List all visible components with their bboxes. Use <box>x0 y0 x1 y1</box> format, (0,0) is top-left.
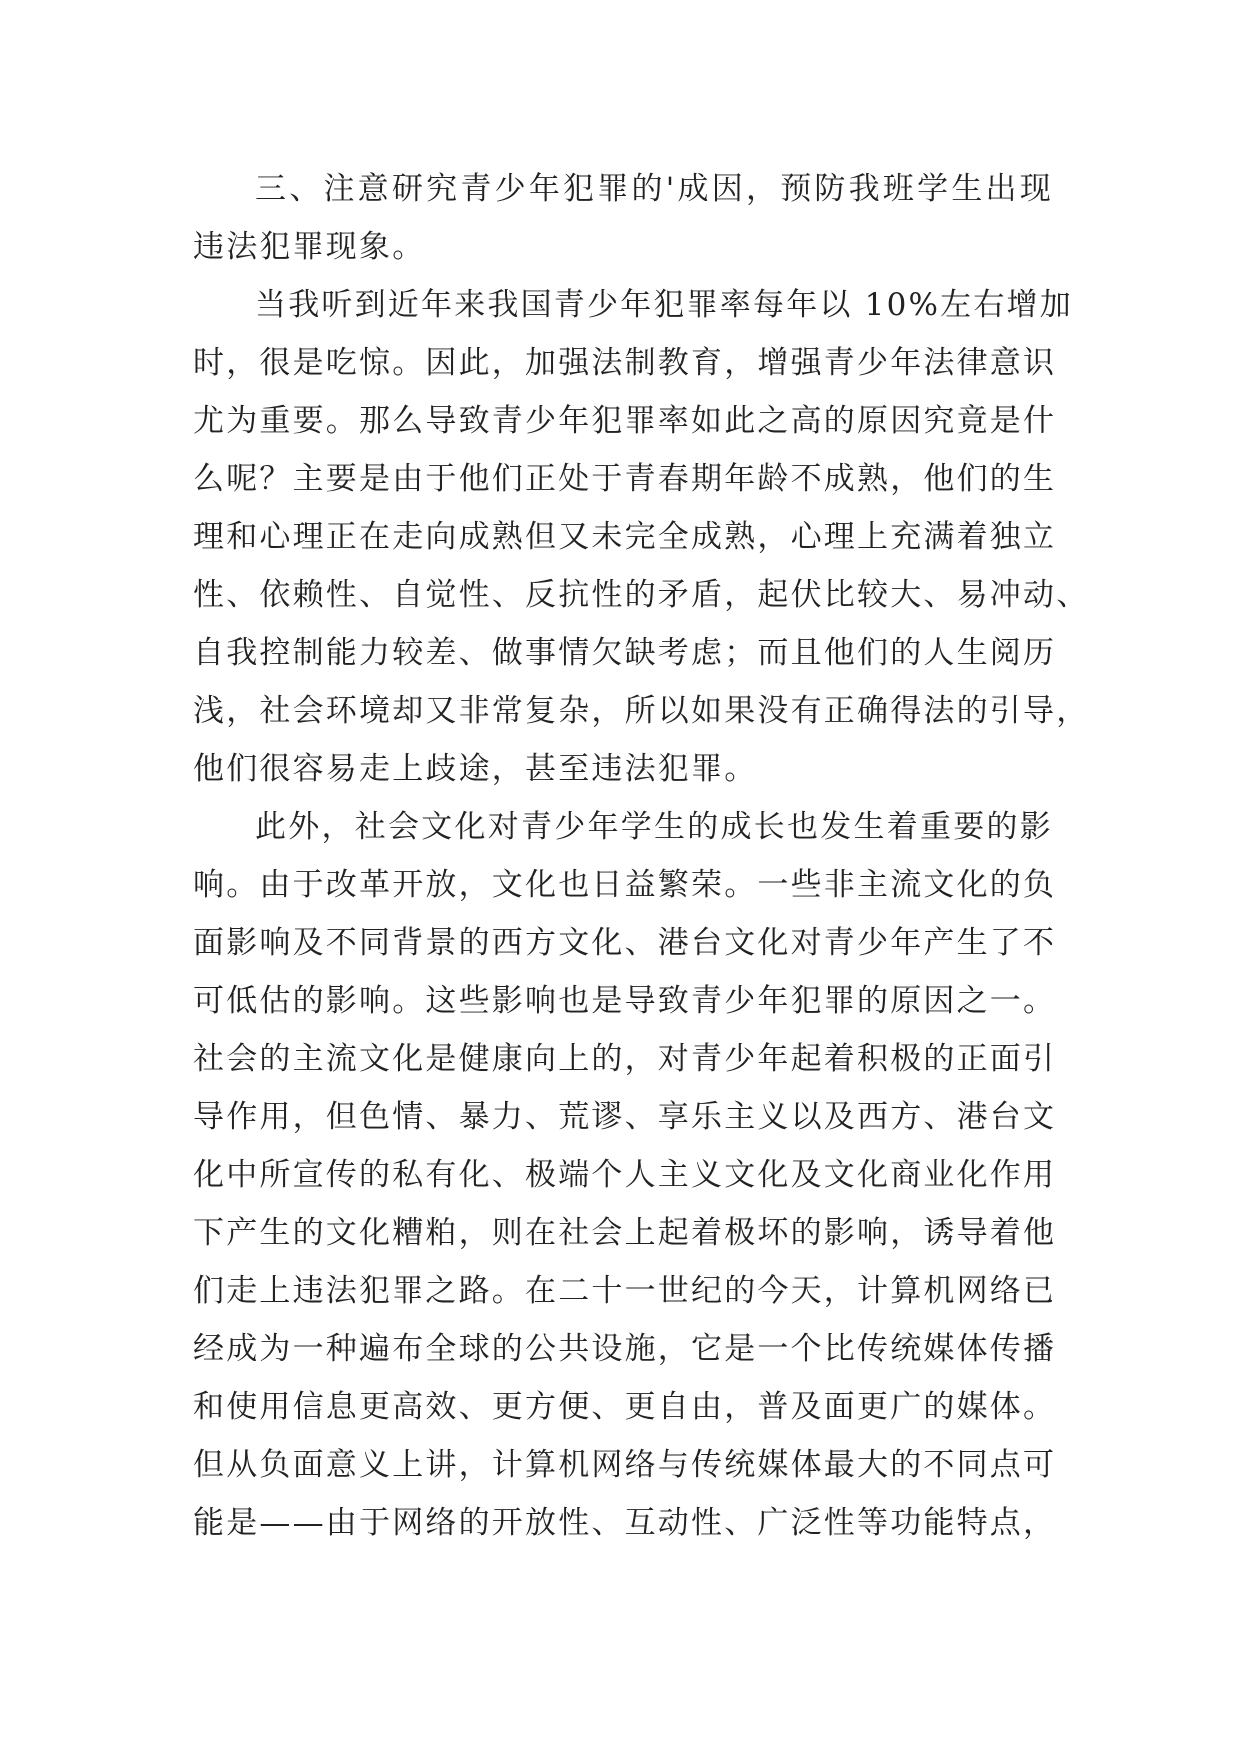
paragraph-line: 化中所宣传的私有化、极端个人主义文化及文化商业化作用 <box>193 1157 1057 1193</box>
paragraph-crime-rate <box>193 276 1090 798</box>
paragraph-line: 面影响及不同背景的西方文化、港台文化对青少年产生了不 <box>193 925 1057 961</box>
paragraph-line: 可低估的影响。这些影响也是导致青少年犯罪的原因之一。 <box>193 983 1057 1019</box>
paragraph-line: 下产生的文化糟粕，则在社会上起着极坏的影响，诱导着他 <box>193 1215 1057 1251</box>
paragraph-line: 理和心理正在走向成熟但又未完全成熟，心理上充满着独立 <box>193 519 1057 555</box>
document-body <box>193 160 1090 1552</box>
paragraph-line: 当我听到近年来我国青少年犯罪率每年以 10%左右增加 <box>255 287 1073 323</box>
paragraph-line: 能是——由于网络的开放性、互动性、广泛性等功能特点， <box>193 1505 1057 1541</box>
paragraph-line: 经成为一种遍布全球的公共设施，它是一个比传统媒体传播 <box>193 1331 1057 1367</box>
paragraph-line: 社会的主流文化是健康向上的，对青少年起着积极的正面引 <box>193 1041 1057 1077</box>
paragraph-social-culture <box>193 798 1057 1552</box>
paragraph-line: 尤为重要。那么导致青少年犯罪率如此之高的原因究竟是什 <box>193 403 1057 439</box>
paragraph-line: 时，很是吃惊。因此，加强法制教育，增强青少年法律意识 <box>193 345 1057 381</box>
paragraph-heading-causes <box>193 160 1053 276</box>
paragraph-line: 他们很容易走上歧途，甚至违法犯罪。 <box>193 751 758 787</box>
paragraph-line: 们走上违法犯罪之路。在二十一世纪的今天，计算机网络已 <box>193 1273 1057 1309</box>
paragraph-line: 浅，社会环境却又非常复杂，所以如果没有正确得法的引导， <box>193 693 1090 729</box>
paragraph-line: 三、注意研究青少年犯罪的'成因，预防我班学生出现 <box>255 171 1053 207</box>
paragraph-line: 违法犯罪现象。 <box>193 229 426 265</box>
paragraph-line: 导作用，但色情、暴力、荒谬、享乐主义以及西方、港台文 <box>193 1099 1057 1135</box>
paragraph-line: 么呢？主要是由于他们正处于青春期年龄不成熟，他们的生 <box>193 461 1057 497</box>
paragraph-line: 和使用信息更高效、更方便、更自由，普及面更广的媒体。 <box>193 1389 1057 1425</box>
paragraph-line: 自我控制能力较差、做事情欠缺考虑；而且他们的人生阅历 <box>193 635 1057 671</box>
paragraph-line: 此外，社会文化对青少年学生的成长也发生着重要的影 <box>255 809 1053 845</box>
paragraph-line: 响。由于改革开放，文化也日益繁荣。一些非主流文化的负 <box>193 867 1057 903</box>
paragraph-line: 但从负面意义上讲，计算机网络与传统媒体最大的不同点可 <box>193 1447 1057 1483</box>
paragraph-line: 性、依赖性、自觉性、反抗性的矛盾，起伏比较大、易冲动、 <box>193 577 1090 613</box>
